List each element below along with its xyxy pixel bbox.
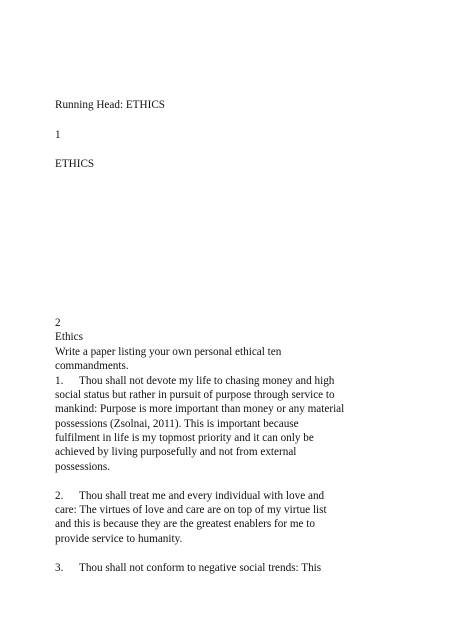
section-heading: Ethics bbox=[55, 331, 83, 343]
item-text: possessions (Zsolnai, 2011). This is important because bbox=[55, 418, 299, 430]
item-number: 3. bbox=[55, 562, 64, 574]
document-title: ETHICS bbox=[55, 158, 95, 170]
item-text: social status but rather in pursuit of purpose through service to bbox=[55, 389, 335, 401]
item-number: 2. bbox=[55, 490, 64, 502]
list-item-first-line bbox=[55, 489, 324, 503]
prompt-line: commandments. bbox=[55, 360, 129, 372]
list-item-first-line bbox=[55, 561, 321, 575]
prompt-line: Write a paper listing your own personal ethical ten bbox=[55, 346, 282, 358]
item-text: achieved by living purposefully and not from external bbox=[55, 446, 297, 458]
item-number: 1. bbox=[55, 375, 64, 387]
item-text: provide service to humanity. bbox=[55, 533, 183, 545]
list-item-first-line bbox=[55, 374, 334, 388]
item-text: Thou shall treat me and every individual with love and bbox=[79, 490, 325, 502]
page-number-2: 2 bbox=[55, 317, 61, 329]
item-text: Thou shall not conform to negative social trends: This bbox=[79, 562, 322, 574]
item-text: possessions. bbox=[55, 461, 111, 473]
page-number: 1 bbox=[55, 129, 61, 141]
item-text: mankind: Purpose is more important than money or any material bbox=[55, 403, 345, 415]
item-text: fulfilment in life is my topmost priority and it can only be bbox=[55, 432, 314, 444]
item-text: and this is because they are the greatest enablers for me to bbox=[55, 518, 316, 530]
item-text: care: The virtues of love and care are on top of my virtue list bbox=[55, 504, 327, 516]
running-head: Running Head: ETHICS bbox=[55, 99, 166, 111]
item-text: Thou shall not devote my life to chasing money and high bbox=[79, 375, 335, 387]
